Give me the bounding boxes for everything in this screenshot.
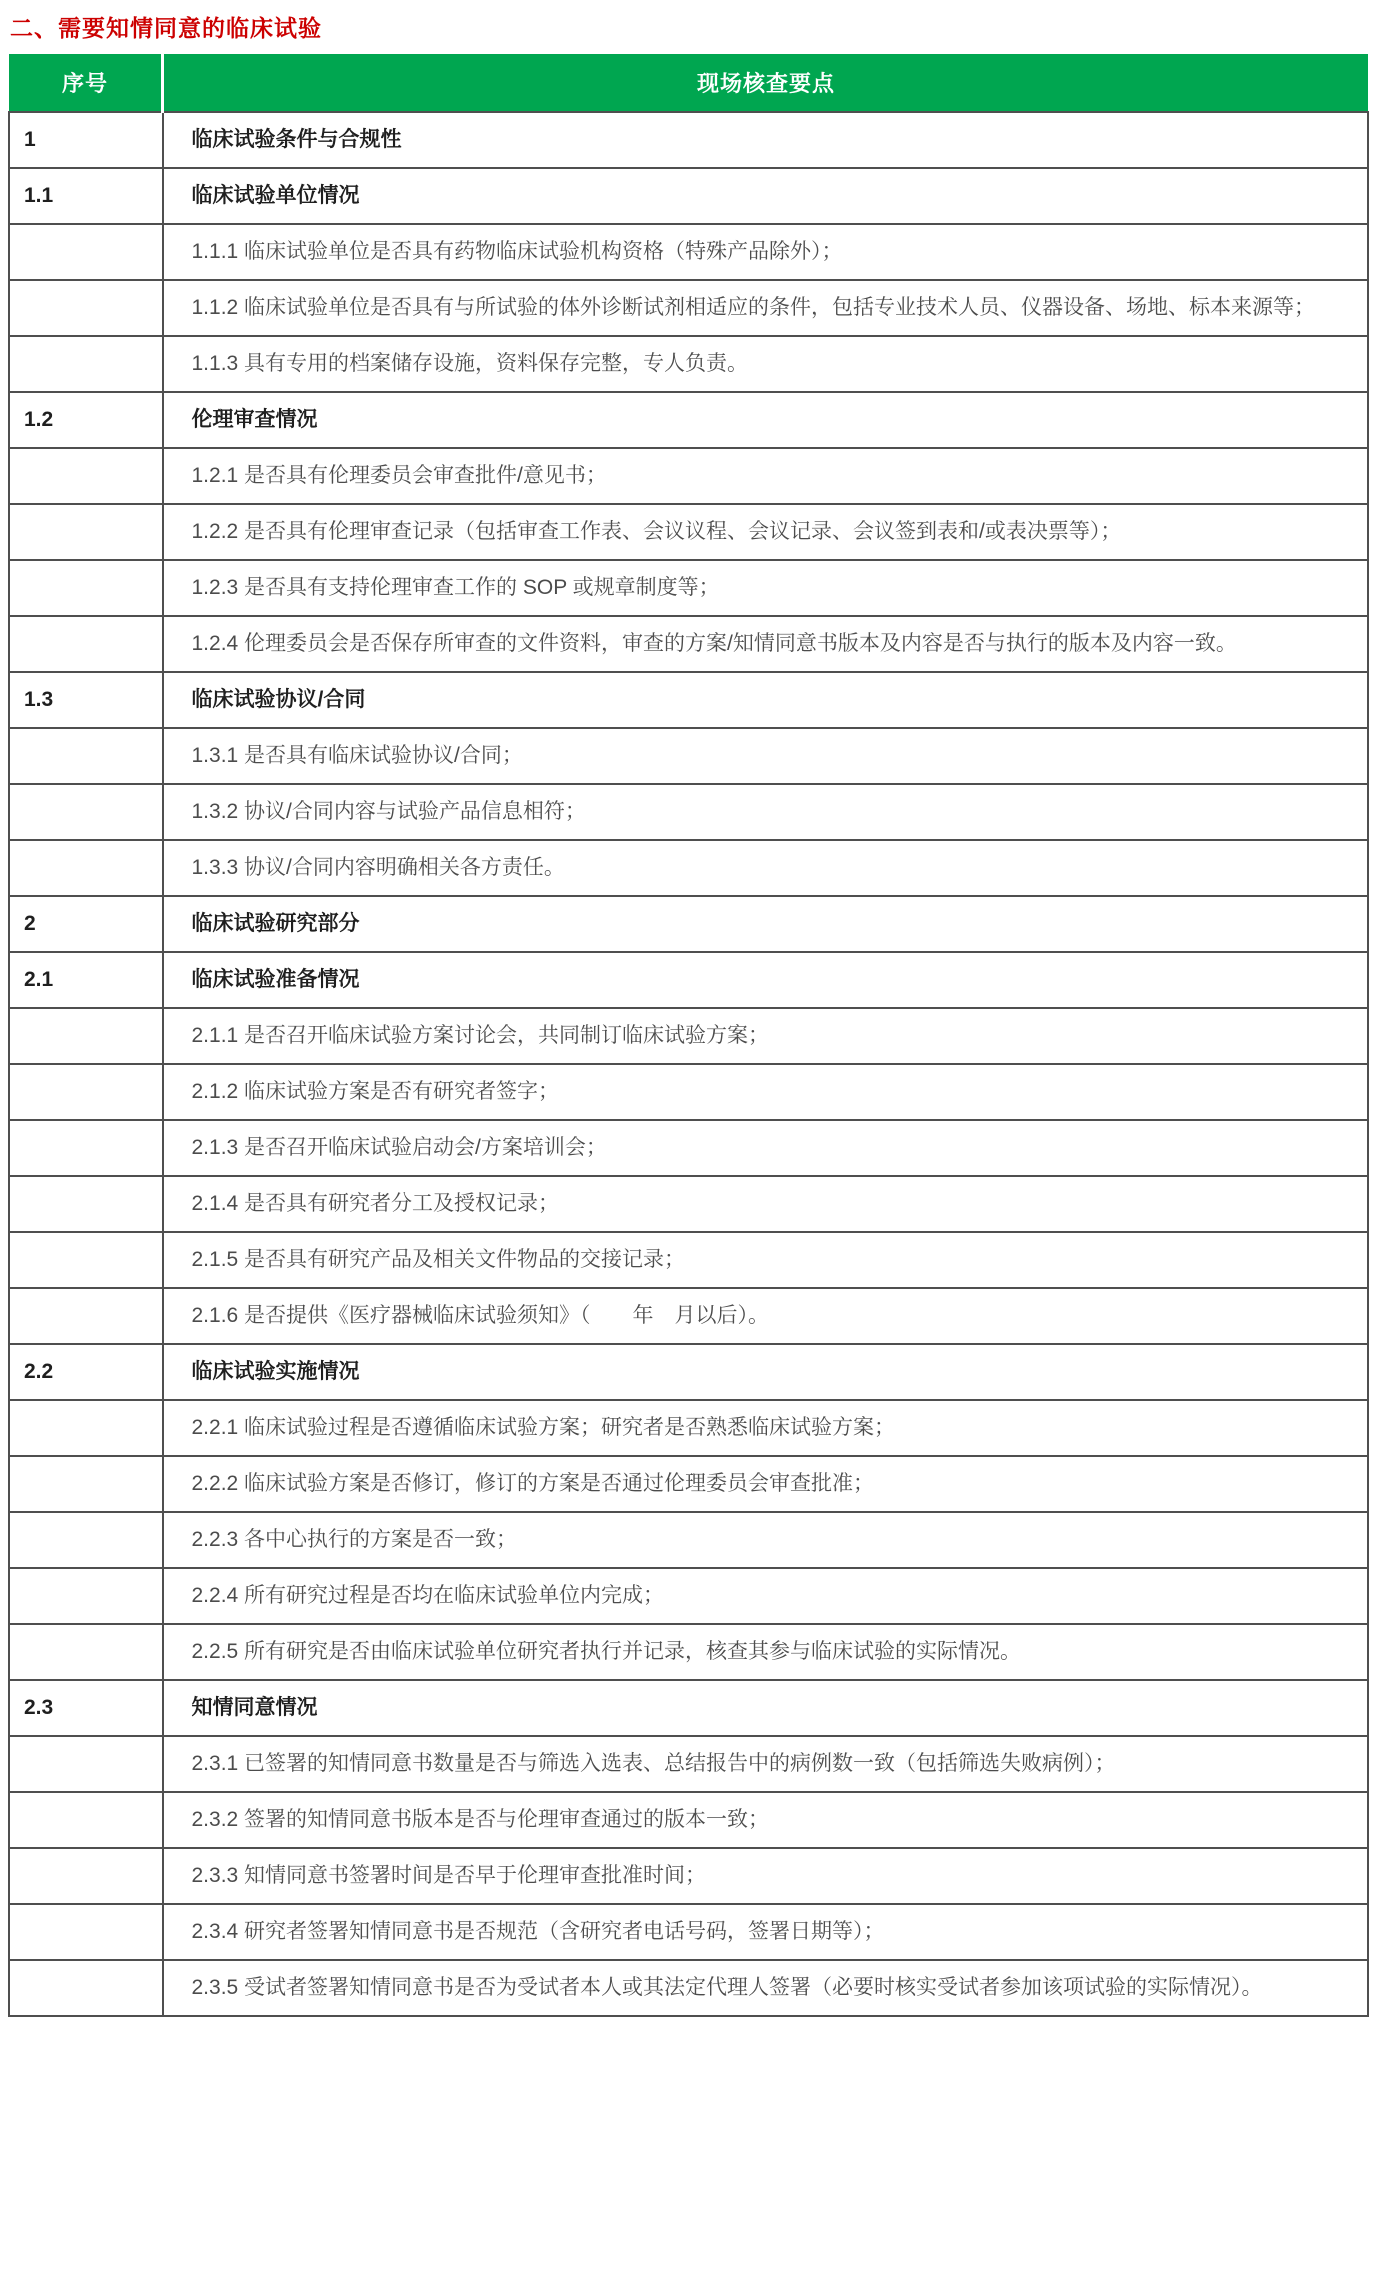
cell-seq-no <box>9 1176 163 1232</box>
table-row <box>9 1904 1368 1960</box>
table-row <box>9 784 1368 840</box>
cell-check-point: 临床试验单位情况 <box>163 168 1369 224</box>
cell-check-point: 2.1.5 是否具有研究产品及相关文件物品的交接记录； <box>163 1232 1369 1288</box>
cell-seq-no <box>9 224 163 280</box>
table-row <box>9 1792 1368 1848</box>
cell-seq-no <box>9 1624 163 1680</box>
table-row <box>9 616 1368 672</box>
cell-check-point: 1.2.1 是否具有伦理委员会审查批件/意见书； <box>163 448 1369 504</box>
cell-seq-no <box>9 1456 163 1512</box>
cell-check-point: 1.2.4 伦理委员会是否保存所审查的文件资料，审查的方案/知情同意书版本及内容是否与执行的版本及内容一致。 <box>163 616 1369 672</box>
cell-check-point: 1.3.3 协议/合同内容明确相关各方责任。 <box>163 840 1369 896</box>
cell-seq-no <box>9 1904 163 1960</box>
cell-check-point: 1.2.3 是否具有支持伦理审查工作的 SOP 或规章制度等； <box>163 560 1369 616</box>
cell-check-point: 2.2.4 所有研究过程是否均在临床试验单位内完成； <box>163 1568 1369 1624</box>
cell-seq-no: 1.3 <box>9 672 163 728</box>
cell-seq-no: 2.3 <box>9 1680 163 1736</box>
cell-seq-no <box>9 1512 163 1568</box>
cell-seq-no <box>9 1064 163 1120</box>
cell-check-point: 临床试验协议/合同 <box>163 672 1369 728</box>
table-row <box>9 1232 1368 1288</box>
cell-check-point: 2.3.4 研究者签署知情同意书是否规范（含研究者电话号码，签署日期等）； <box>163 1904 1369 1960</box>
table-row <box>9 560 1368 616</box>
cell-seq-no <box>9 504 163 560</box>
table-row <box>9 448 1368 504</box>
table-row <box>9 1008 1368 1064</box>
cell-check-point: 2.3.2 签署的知情同意书版本是否与伦理审查通过的版本一致； <box>163 1792 1369 1848</box>
table-row <box>9 1400 1368 1456</box>
cell-check-point: 1.1.1 临床试验单位是否具有药物临床试验机构资格（特殊产品除外）； <box>163 224 1369 280</box>
cell-check-point: 2.2.5 所有研究是否由临床试验单位研究者执行并记录，核查其参与临床试验的实际情况。 <box>163 1624 1369 1680</box>
checklist-body <box>9 112 1368 2016</box>
cell-seq-no: 1.2 <box>9 392 163 448</box>
cell-seq-no <box>9 728 163 784</box>
cell-check-point: 2.3.1 已签署的知情同意书数量是否与筛选入选表、总结报告中的病例数一致（包括筛选失败病例）； <box>163 1736 1369 1792</box>
cell-seq-no <box>9 1400 163 1456</box>
table-row <box>9 728 1368 784</box>
table-row <box>9 1736 1368 1792</box>
table-row <box>9 280 1368 336</box>
cell-check-point: 1.3.1 是否具有临床试验协议/合同； <box>163 728 1369 784</box>
inspection-checklist-table <box>8 54 1369 2017</box>
cell-seq-no <box>9 784 163 840</box>
cell-seq-no <box>9 1792 163 1848</box>
cell-check-point: 2.3.3 知情同意书签署时间是否早于伦理审查批准时间； <box>163 1848 1369 1904</box>
table-row <box>9 1624 1368 1680</box>
table-row <box>9 1680 1368 1736</box>
table-row <box>9 672 1368 728</box>
cell-check-point: 2.1.4 是否具有研究者分工及授权记录； <box>163 1176 1369 1232</box>
cell-check-point: 2.2.2 临床试验方案是否修订，修订的方案是否通过伦理委员会审查批准； <box>163 1456 1369 1512</box>
table-row <box>9 1512 1368 1568</box>
table-row <box>9 1344 1368 1400</box>
header-key-points: 现场核查要点 <box>163 54 1369 112</box>
cell-check-point: 1.1.2 临床试验单位是否具有与所试验的体外诊断试剂相适应的条件，包括专业技术人员、仪器设备、场地、标本来源等； <box>163 280 1369 336</box>
cell-seq-no: 2.1 <box>9 952 163 1008</box>
table-row <box>9 504 1368 560</box>
cell-seq-no <box>9 1960 163 2016</box>
cell-seq-no <box>9 1568 163 1624</box>
table-row <box>9 1120 1368 1176</box>
cell-check-point: 1.3.2 协议/合同内容与试验产品信息相符； <box>163 784 1369 840</box>
cell-check-point: 临床试验准备情况 <box>163 952 1369 1008</box>
cell-seq-no <box>9 1848 163 1904</box>
cell-seq-no: 1 <box>9 112 163 168</box>
cell-check-point: 临床试验实施情况 <box>163 1344 1369 1400</box>
cell-check-point: 2.1.6 是否提供《医疗器械临床试验须知》（ 年 月以后）。 <box>163 1288 1369 1344</box>
cell-check-point: 2.2.3 各中心执行的方案是否一致； <box>163 1512 1369 1568</box>
cell-seq-no <box>9 1736 163 1792</box>
cell-seq-no <box>9 616 163 672</box>
cell-check-point: 1.2.2 是否具有伦理审查记录（包括审查工作表、会议议程、会议记录、会议签到表和/或表决票等）； <box>163 504 1369 560</box>
cell-seq-no <box>9 448 163 504</box>
table-row <box>9 1848 1368 1904</box>
table-head <box>9 54 1368 112</box>
cell-check-point: 知情同意情况 <box>163 1680 1369 1736</box>
cell-check-point: 伦理审查情况 <box>163 392 1369 448</box>
table-row <box>9 336 1368 392</box>
cell-seq-no <box>9 560 163 616</box>
table-row <box>9 952 1368 1008</box>
table-row <box>9 1288 1368 1344</box>
cell-check-point: 2.3.5 受试者签署知情同意书是否为受试者本人或其法定代理人签署（必要时核实受试者参加该项试验的实际情况）。 <box>163 1960 1369 2016</box>
cell-check-point: 2.1.3 是否召开临床试验启动会/方案培训会； <box>163 1120 1369 1176</box>
table-row <box>9 1176 1368 1232</box>
table-header-row <box>9 54 1368 112</box>
cell-seq-no <box>9 840 163 896</box>
table-row <box>9 1960 1368 2016</box>
cell-check-point: 临床试验条件与合规性 <box>163 112 1369 168</box>
cell-check-point: 2.1.2 临床试验方案是否有研究者签字； <box>163 1064 1369 1120</box>
cell-seq-no <box>9 336 163 392</box>
table-row <box>9 1456 1368 1512</box>
cell-check-point: 2.2.1 临床试验过程是否遵循临床试验方案；研究者是否熟悉临床试验方案； <box>163 1400 1369 1456</box>
table-row <box>9 840 1368 896</box>
table-row <box>9 1568 1368 1624</box>
cell-seq-no <box>9 1232 163 1288</box>
cell-check-point: 临床试验研究部分 <box>163 896 1369 952</box>
table-row <box>9 1064 1368 1120</box>
cell-seq-no <box>9 1008 163 1064</box>
cell-seq-no: 1.1 <box>9 168 163 224</box>
table-row <box>9 168 1368 224</box>
page-title: 二、需要知情同意的临床试验 <box>10 15 322 41</box>
cell-seq-no: 2 <box>9 896 163 952</box>
cell-seq-no: 2.2 <box>9 1344 163 1400</box>
cell-check-point: 1.1.3 具有专用的档案储存设施，资料保存完整，专人负责。 <box>163 336 1369 392</box>
cell-seq-no <box>9 280 163 336</box>
table-row <box>9 392 1368 448</box>
table-row <box>9 896 1368 952</box>
cell-check-point: 2.1.1 是否召开临床试验方案讨论会，共同制订临床试验方案； <box>163 1008 1369 1064</box>
table-row <box>9 112 1368 168</box>
cell-seq-no <box>9 1288 163 1344</box>
header-seq-no: 序号 <box>9 54 163 112</box>
cell-seq-no <box>9 1120 163 1176</box>
table-row <box>9 224 1368 280</box>
